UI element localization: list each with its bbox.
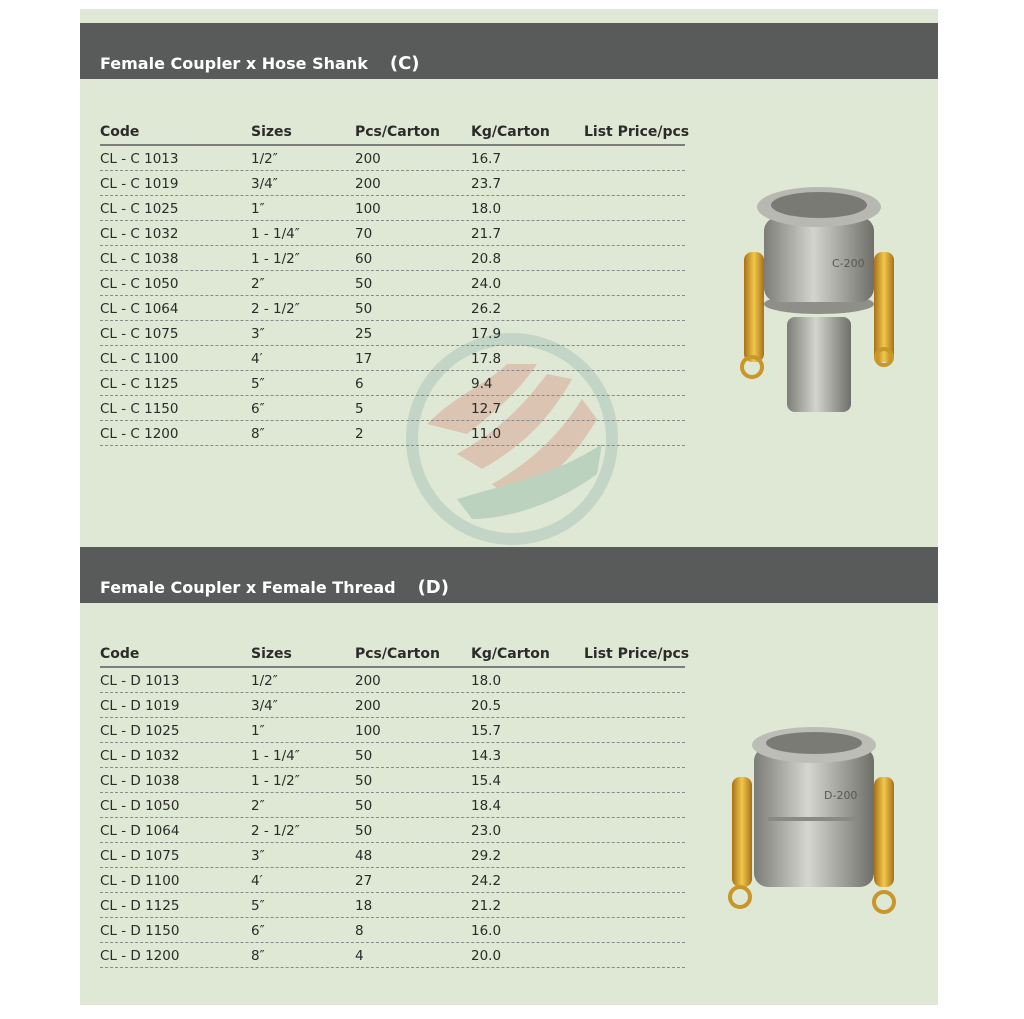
cell-pcs-carton: 50 — [355, 276, 373, 292]
cell-pcs-carton: 50 — [355, 798, 373, 814]
cell-code: CL - D 1100 — [100, 873, 180, 889]
table-row — [100, 246, 685, 271]
cell-pcs-carton: 100 — [355, 723, 381, 739]
table-row — [100, 943, 685, 968]
cell-size: 2 - 1/2″ — [251, 823, 300, 839]
cell-code: CL - D 1019 — [100, 698, 180, 714]
cell-code: CL - D 1013 — [100, 673, 180, 689]
cell-pcs-carton: 50 — [355, 301, 373, 317]
cell-kg-carton: 15.7 — [471, 723, 502, 739]
header-sizes: Sizes — [251, 124, 292, 140]
cell-kg-carton: 12.7 — [471, 401, 502, 417]
cell-kg-carton: 29.2 — [471, 848, 502, 864]
cell-code: CL - C 1075 — [100, 326, 179, 342]
cell-size: 2″ — [251, 798, 265, 814]
cell-kg-carton: 20.0 — [471, 948, 502, 964]
header-code: Code — [100, 646, 140, 662]
cell-pcs-carton: 200 — [355, 176, 381, 192]
cell-pcs-carton: 2 — [355, 426, 364, 442]
table-header — [100, 124, 690, 146]
table-row — [100, 768, 685, 793]
cell-code: CL - D 1150 — [100, 923, 180, 939]
cell-pcs-carton: 100 — [355, 201, 381, 217]
section-c-header — [80, 23, 938, 79]
section-d-letter: (D) — [417, 577, 449, 598]
cell-kg-carton: 23.7 — [471, 176, 502, 192]
section-d-title-row — [100, 577, 449, 598]
cell-pcs-carton: 50 — [355, 748, 373, 764]
cell-kg-carton: 9.4 — [471, 376, 493, 392]
cell-kg-carton: 17.8 — [471, 351, 502, 367]
table-row — [100, 321, 685, 346]
cell-pcs-carton: 25 — [355, 326, 373, 342]
cell-kg-carton: 14.3 — [471, 748, 502, 764]
header-list-price: List Price/pcs — [584, 646, 690, 662]
cell-code: CL - C 1125 — [100, 376, 179, 392]
cell-size: 6″ — [251, 401, 265, 417]
cell-code: CL - D 1075 — [100, 848, 180, 864]
table-row — [100, 743, 685, 768]
cell-code: CL - D 1125 — [100, 898, 180, 914]
cell-code: CL - C 1038 — [100, 251, 179, 267]
cell-size: 6″ — [251, 923, 265, 939]
cell-kg-carton: 18.0 — [471, 673, 502, 689]
table-row — [100, 843, 685, 868]
cell-kg-carton: 26.2 — [471, 301, 502, 317]
cell-pcs-carton: 4 — [355, 948, 364, 964]
cell-code: CL - C 1200 — [100, 426, 179, 442]
table-row — [100, 868, 685, 893]
cell-size: 8″ — [251, 426, 265, 442]
cell-kg-carton: 15.4 — [471, 773, 502, 789]
cell-pcs-carton: 48 — [355, 848, 373, 864]
section-d-title: Female Coupler x Female Thread — [100, 578, 396, 597]
table-row — [100, 296, 685, 321]
cell-kg-carton: 24.0 — [471, 276, 502, 292]
cell-size: 2″ — [251, 276, 265, 292]
cell-code: CL - C 1100 — [100, 351, 179, 367]
cell-code: CL - C 1032 — [100, 226, 179, 242]
cell-pcs-carton: 6 — [355, 376, 364, 392]
cell-kg-carton: 24.2 — [471, 873, 502, 889]
table-row — [100, 371, 685, 396]
cell-code: CL - D 1200 — [100, 948, 180, 964]
cell-size: 4′ — [251, 351, 263, 367]
photo-d-marking: D-200 — [824, 789, 858, 802]
cell-code: CL - D 1050 — [100, 798, 180, 814]
cell-pcs-carton: 50 — [355, 773, 373, 789]
cell-size: 1 - 1/2″ — [251, 251, 300, 267]
catalog-sheet — [80, 9, 938, 1005]
section-d-rows — [100, 668, 685, 968]
section-c-letter: (C) — [389, 53, 420, 74]
photo-c-marking: C-200 — [832, 257, 865, 270]
cell-kg-carton: 20.5 — [471, 698, 502, 714]
cell-size: 1 - 1/4″ — [251, 748, 300, 764]
table-row — [100, 793, 685, 818]
cell-size: 1 - 1/4″ — [251, 226, 300, 242]
section-c-table — [100, 124, 690, 446]
header-pcs-carton: Pcs/Carton — [355, 646, 440, 662]
cell-size: 1 - 1/2″ — [251, 773, 300, 789]
table-row — [100, 196, 685, 221]
cell-pcs-carton: 18 — [355, 898, 373, 914]
cell-kg-carton: 17.9 — [471, 326, 502, 342]
header-kg-carton: Kg/Carton — [471, 646, 550, 662]
table-row — [100, 668, 685, 693]
section-c-title-row — [100, 53, 420, 74]
table-row — [100, 396, 685, 421]
header-sizes: Sizes — [251, 646, 292, 662]
header-pcs-carton: Pcs/Carton — [355, 124, 440, 140]
cell-pcs-carton: 17 — [355, 351, 373, 367]
header-code: Code — [100, 124, 140, 140]
cell-kg-carton: 11.0 — [471, 426, 502, 442]
cell-pcs-carton: 50 — [355, 823, 373, 839]
cell-pcs-carton: 200 — [355, 698, 381, 714]
cell-code: CL - D 1025 — [100, 723, 180, 739]
cell-kg-carton: 21.2 — [471, 898, 502, 914]
cell-size: 3/4″ — [251, 698, 278, 714]
table-row — [100, 818, 685, 843]
table-row — [100, 346, 685, 371]
table-row — [100, 421, 685, 446]
cell-size: 1″ — [251, 723, 265, 739]
table-row — [100, 693, 685, 718]
cell-kg-carton: 20.8 — [471, 251, 502, 267]
cell-size: 3/4″ — [251, 176, 278, 192]
cell-kg-carton: 18.4 — [471, 798, 502, 814]
cell-pcs-carton: 8 — [355, 923, 364, 939]
female-coupler-female-thread-photo — [712, 717, 912, 932]
table-row — [100, 893, 685, 918]
cell-size: 1/2″ — [251, 151, 278, 167]
cell-code: CL - D 1032 — [100, 748, 180, 764]
cell-code: CL - C 1150 — [100, 401, 179, 417]
table-row — [100, 146, 685, 171]
cell-size: 2 - 1/2″ — [251, 301, 300, 317]
cell-pcs-carton: 27 — [355, 873, 373, 889]
table-row — [100, 171, 685, 196]
section-d-table — [100, 646, 690, 968]
section-d-header — [80, 547, 938, 603]
cell-size: 4′ — [251, 873, 263, 889]
table-header — [100, 646, 690, 668]
cell-kg-carton: 21.7 — [471, 226, 502, 242]
cell-pcs-carton: 70 — [355, 226, 373, 242]
section-c-rows — [100, 146, 685, 446]
cell-kg-carton: 16.0 — [471, 923, 502, 939]
cell-kg-carton: 23.0 — [471, 823, 502, 839]
header-kg-carton: Kg/Carton — [471, 124, 550, 140]
cell-size: 3″ — [251, 848, 265, 864]
cell-size: 8″ — [251, 948, 265, 964]
cell-pcs-carton: 5 — [355, 401, 364, 417]
cell-kg-carton: 18.0 — [471, 201, 502, 217]
cell-code: CL - C 1013 — [100, 151, 179, 167]
cell-kg-carton: 16.7 — [471, 151, 502, 167]
table-row — [100, 221, 685, 246]
cell-size: 3″ — [251, 326, 265, 342]
table-row — [100, 918, 685, 943]
table-row — [100, 718, 685, 743]
cell-code: CL - C 1025 — [100, 201, 179, 217]
cell-size: 5″ — [251, 898, 265, 914]
header-list-price: List Price/pcs — [584, 124, 690, 140]
cell-code: CL - D 1064 — [100, 823, 180, 839]
cell-pcs-carton: 200 — [355, 151, 381, 167]
cell-code: CL - D 1038 — [100, 773, 180, 789]
cell-size: 1/2″ — [251, 673, 278, 689]
cell-pcs-carton: 60 — [355, 251, 373, 267]
section-c-title: Female Coupler x Hose Shank — [100, 54, 368, 73]
cell-code: CL - C 1050 — [100, 276, 179, 292]
cell-code: CL - C 1064 — [100, 301, 179, 317]
cell-code: CL - C 1019 — [100, 176, 179, 192]
female-coupler-hose-shank-photo — [732, 177, 902, 427]
cell-size: 1″ — [251, 201, 265, 217]
cell-size: 5″ — [251, 376, 265, 392]
cell-pcs-carton: 200 — [355, 673, 381, 689]
table-row — [100, 271, 685, 296]
